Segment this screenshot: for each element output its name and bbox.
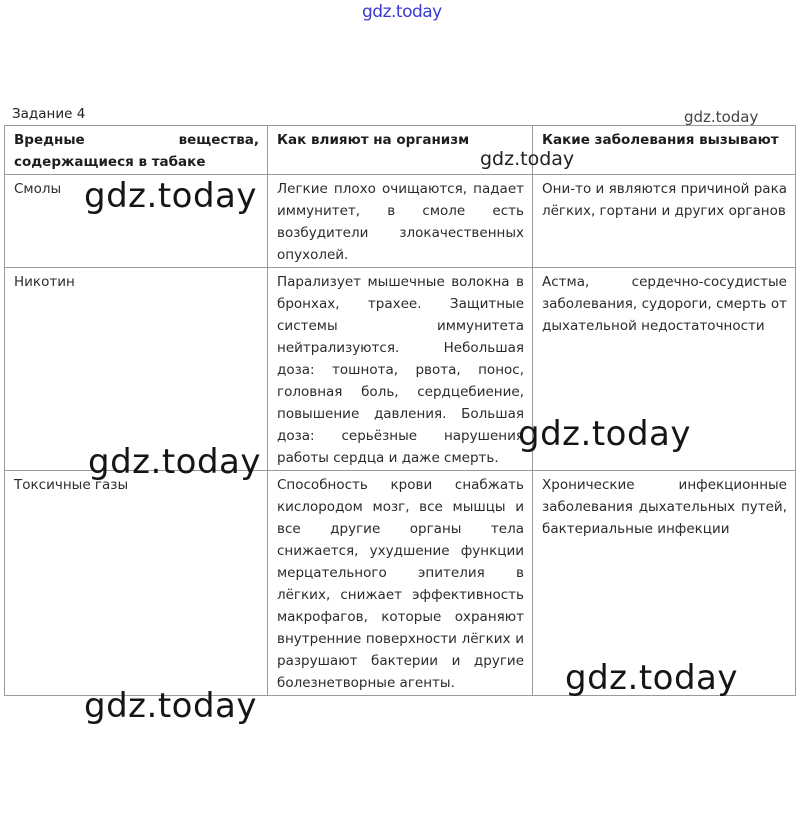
watermark-large: gdz.today	[84, 686, 257, 726]
header-substances: Вредные вещества, содержащиеся в табаке	[5, 126, 268, 175]
cell-effect: Легкие плохо очищаются, падает иммунитет, в смоле есть возбудители злокачественных опухолей.	[268, 175, 533, 268]
cell-diseases: Астма, сердечно-сосудистые заболевания, судороги, смерть от дыхательной недостаточности	[533, 268, 796, 471]
cell-substance: Смолы	[5, 175, 268, 268]
cell-diseases: Хронические инфекционные заболевания дыхательных путей, бактериальные инфекции	[533, 471, 796, 696]
cell-effect: Способность крови снабжать кислородом мозг, все мышцы и все другие органы тела снижается, ухудшение функции мерцательного эпителия в лёгких, снижает эффективность макрофагов, которые охраняют внутренние поверхности лёгких и разрушают бактерии и другие болезнетворные агенты.	[268, 471, 533, 696]
watermark-large: gdz.today	[88, 442, 261, 482]
watermark-large: gdz.today	[518, 414, 691, 454]
watermark-header: gdz.today	[480, 148, 575, 170]
task-title: Задание 4	[12, 106, 86, 122]
header-diseases: Какие заболевания вызывают	[533, 126, 796, 175]
cell-substance: Никотин	[5, 268, 268, 471]
cell-substance: Токсичные газы	[5, 471, 268, 696]
header-effects: Как влияют на организм	[268, 126, 533, 175]
watermark-large: gdz.today	[565, 658, 738, 698]
cell-effect: Парализует мышечные волокна в бронхах, трахее. Защитные системы иммунитета нейтрализуются. Небольшая доза: тошнота, рвота, понос, головная боль, сердцебиение, повышение давления. Большая доза: серьёзные нарушения работы сердца и даже смерть.	[268, 268, 533, 471]
cell-diseases: Они-то и являются причиной рака лёгких, гортани и других органов	[533, 175, 796, 268]
watermark-top: gdz.today	[362, 2, 442, 22]
watermark-small: gdz.today	[684, 108, 759, 126]
table-header-row	[5, 126, 796, 175]
watermark-large: gdz.today	[84, 176, 257, 216]
